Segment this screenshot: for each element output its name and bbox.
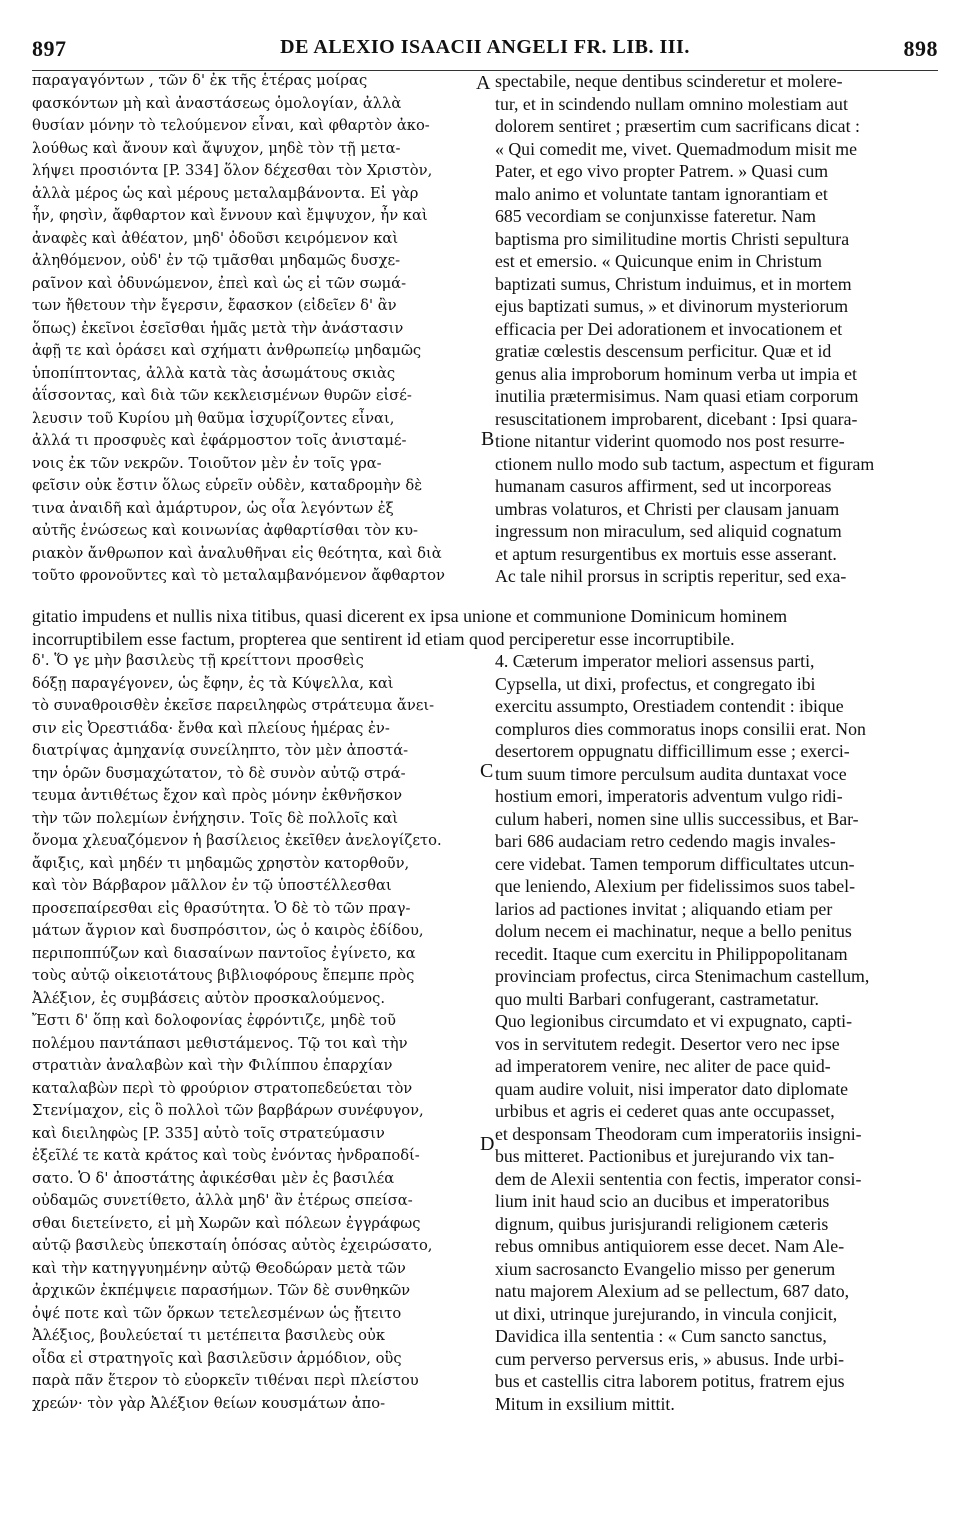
text-line: rebus omnibus antiquiorem esse decet. Nam Ale-	[495, 1236, 845, 1256]
greek-column-top	[32, 70, 477, 588]
text-line: των ἤθετουν τὴν ἔγερσιν, ἔφασκον (εἰδεῖεν δ' ἂν	[32, 297, 397, 314]
text-line: οὐδαμῶς συνετίθετο, ἀλλὰ μηδ' ἂν ἑτέρως σπείσα-	[32, 1192, 413, 1209]
text-line: φεῖσιν οὐκ ἔστιν ὅλως εὑρεῖν οὐδὲν, καταδρομὴν δὲ	[32, 477, 423, 494]
text-line: culum haberi, nomen sine ullis successibus, et Bar-	[495, 808, 859, 829]
text-line: larios ad pactiones invitat ; aliquando etiam per	[495, 898, 833, 919]
text-line: καὶ διειληφὼς [P. 335] αὐτὸ τοῖς στρατεύμασιν	[32, 1124, 385, 1142]
text-line: Mitum in exsilium mittit.	[495, 1393, 675, 1414]
text-line: καὶ τὴν κατηγγυημένην αὐτῷ Θεοδώραν μετὰ τῶν	[32, 1259, 406, 1277]
greek-column-bottom	[32, 650, 477, 1415]
text-line: cere videbat. Tamen temporum difficultates utcun-	[495, 853, 855, 874]
text-line: dignum, quibus jurisjurandi religionem cæteris	[495, 1213, 829, 1234]
page-number-right: 898	[903, 36, 938, 61]
text-line: ἀφῇ τε καὶ ὁράσει καὶ σχήματι ἀνθρωπείῳ μηδαμῶς	[32, 342, 422, 359]
text-line: θυσίαν μόνην τὸ τελούμενον εἶναι, καὶ φθαρτὸν ἀκο-	[32, 117, 430, 134]
text-line: τὸ συναθροισθὲν ἐκεῖσε παρειληφὼς στράτευμα ἄνει-	[32, 697, 435, 714]
text-line: σθαι διετείνετο, εἰ μὴ Χωρῶν καὶ πόλεων ἐγγράφως	[32, 1214, 421, 1232]
page-number-left: 897	[32, 36, 67, 61]
text-line: Davidica illa sententia : « Cum sancto sanctus,	[495, 1326, 827, 1346]
text-line: καταλαβὼν περὶ τὸ φρούριον στρατοπεδεύεται τὸν	[32, 1079, 413, 1097]
text-line: dem de Alexii sententia con fectis, imperator consi-	[495, 1168, 862, 1189]
text-line: bari 686 audaciam retro cedendo magis invales-	[495, 831, 836, 851]
text-line: διατρίψας ἀμηχανίᾳ συνείληπτο, τὸν μὲν ἀποστά-	[32, 742, 409, 759]
text-line: hostium emori, imperatoris adventum vulgo ridi-	[495, 786, 843, 806]
text-line: quam audire voluit, nisi imperator dato diplomate	[495, 1078, 849, 1099]
full-width-lines	[32, 605, 938, 650]
text-line: Ἀλέξιος, βουλεύεταί τι μετέπειτα βασιλεὺς οὐκ	[32, 1327, 386, 1344]
text-line: ad imperatorem venire, nec aliter de pace quid-	[495, 1056, 831, 1076]
latin-column-bottom	[495, 650, 940, 1415]
text-line: « Qui comedit me, vivet. Quemadmodum misit me	[495, 138, 857, 159]
text-line: malo animo et voluntate tantam ignorantiam et	[495, 183, 828, 204]
latin-column-top	[495, 70, 940, 588]
section-marker-a: A	[476, 72, 491, 94]
text-line: gratiæ cœlestis descensum perficitur. Quæ et id	[495, 341, 832, 361]
text-line: desertorem oppugnatu difficillimum esse ; exerci-	[495, 741, 850, 761]
section-marker-c: C	[480, 760, 494, 782]
text-line: et aptum resurgentibus ex mortuis esse asserant.	[495, 543, 837, 564]
text-line: genus alia improborum hominum verba ut impia et	[495, 363, 857, 384]
text-line: νοις ἐκ τῶν νεκρῶν. Τοιοῦτον μὲν ἐν τοῖς γρα-	[32, 454, 382, 472]
text-line: Ἀλέξιον, ἐς συμβάσεις αὐτὸν προσκαλούμενος.	[32, 989, 386, 1007]
text-line: vos in servitutem redegit. Desertor vero nec ipse	[495, 1033, 840, 1054]
text-line: ἦν, φησὶν, ἄφθαρτον καὶ ἔννουν καὶ ἔμψυχον, ἦν καὶ	[32, 207, 428, 224]
section-marker-d: D	[480, 1133, 495, 1155]
text-line: καὶ τὸν Βάρβαρον μᾶλλον ἐν τῷ ὑποστέλλεσθαι	[32, 877, 392, 894]
text-line: efficacia per Dei adorationem et invocationem et	[495, 318, 843, 339]
text-line: στρατιὰν ἀναλαβὼν καὶ τὴν Φιλίππου ἐπαρχίαν	[32, 1057, 393, 1074]
text-line: ingressum non miraculum, sed aliquid cognatum	[495, 521, 842, 541]
text-line: φασκόντων μὴ καὶ ἀναστάσεως ὁμολογίαν, ἀλλὰ	[32, 94, 402, 112]
text-line: resuscitationem improbarent, dicebant : Ipsi quara-	[495, 408, 858, 429]
text-line: spectabile, neque dentibus scinderetur et molere-	[495, 71, 843, 91]
text-line: ριακὸν ἄνθρωπον καὶ ἀναλυθῆναι εἰς θεότητα, καὶ διὰ	[32, 544, 442, 562]
text-line: τευμα ἀντιθέτως ἔχον καὶ πρὸς μόνην ἐκθνῆσκον	[32, 787, 403, 804]
text-line: humanam casuros affirment, sed ut incorporeas	[495, 476, 832, 496]
text-line: Ac tale nihil prorsus in scriptis reperitur, sed exa-	[495, 566, 847, 586]
text-line: tione nitantur viderint quomodo nos post resurre-	[495, 431, 845, 451]
text-line: παρὰ πᾶν ἕτερον τὸ εὐορκεῖν τιθέναι περὶ πλείστου	[32, 1372, 419, 1389]
text-line: σατο. Ὁ δ' ἀποστάτης ἀφικέσθαι μὲν ἐς βασιλέα	[32, 1169, 395, 1187]
text-line: ἀΐσσοντας, καὶ διὰ τῶν κεκλεισμένων θυρῶν εἰσέ-	[32, 387, 412, 404]
text-line: αὐτῆς ἑνώσεως καὶ κοινωνίας ἀφθαρτίσθαι τὸν κυ-	[32, 522, 419, 539]
text-line: 4. Cæterum imperator meliori assensus parti,	[495, 651, 815, 671]
text-line: ὑποπίπτοντας, ἀλλὰ κατὰ τὰς ἀσωμάτους σκιὰς	[32, 364, 396, 382]
text-line: δόξῃ παραγέγονεν, ὡς ἔφην, ἐς τὰ Κύψελλα, καὶ	[32, 674, 394, 692]
text-line: λήψει προσιόντα [P. 334] ὅλον δέχεσθαι τὸν Χριστὸν,	[32, 162, 433, 179]
text-line: que leniendo, Alexium per fidelissimos suos tabel-	[495, 876, 856, 896]
text-line: ὅπως) ἐκεῖνοι ἐσεῖσθαι ἡμᾶς μετὰ τὴν ἀνάστασιν	[32, 319, 404, 337]
text-line: Quo legionibus circumdato et vi expugnato, capti-	[495, 1011, 853, 1031]
text-line: οἶδα εἰ στρατηγοῖς καὶ βασιλεῦσιν ἁρμόδιον, οὓς	[32, 1349, 402, 1367]
text-line: inutilia prætermisimus. Nam quasi etiam corporum	[495, 386, 859, 406]
text-line: urbibus et agris ei cederet quas ante occupasset,	[495, 1101, 835, 1121]
text-line: bus et castellis citra laborem potitus, fratrem ejus	[495, 1371, 845, 1391]
text-line: umbras volaturos, et Christi per clausam januam	[495, 498, 840, 519]
text-line: tur, et in scindendo nullam omnino molestiam aut	[495, 93, 848, 114]
text-line: Cypsella, ut dixi, profectus, et congregato ibi	[495, 673, 816, 694]
running-header	[32, 30, 938, 71]
text-line: τοὺς αὐτῷ οἰκειοτάτους βιβλιοφόρους ἔπεμπε πρὸς	[32, 967, 415, 984]
text-line: χρεών· τὸν γὰρ Ἀλέξιον θείων κουσμάτων ἀπο-	[32, 1394, 386, 1412]
text-line: αὐτῷ βασιλεὺς ὑπεκσταίη ὁπόσας αὐτὸς ἐχειρώσατο,	[32, 1237, 433, 1254]
text-line: παραγαγόντων , τῶν δ' ἐκ τῆς ἑτέρας μοίρας	[32, 72, 368, 89]
text-line: λευσιν τοῦ Κυρίου μὴ θαῦμα ἰσχυρίζοντες εἶναι,	[32, 409, 395, 427]
section-marker-b: B	[481, 428, 495, 450]
text-line: provinciam profectus, circa Stenimachum castellum,	[495, 966, 870, 986]
text-line: exercitu assumpto, Orestiadem contendit : ibique	[495, 696, 844, 716]
text-line: πολέμου παντάπασι μεθιστάμενος. Τῷ τοι καὶ τὴν	[32, 1034, 408, 1052]
text-line: ejus baptizati sumus, » et divinorum mysteriorum	[495, 296, 849, 316]
text-line: ἐξεῖλέ τε κατὰ κράτος καὶ τοὺς ἐνόντας ἠνδραποδί-	[32, 1147, 420, 1164]
text-line: Pater, et ego vivo propter Patrem. » Quasi cum	[495, 161, 829, 181]
running-title: DE ALEXIO ISAACII ANGELI FR. LIB. III.	[280, 36, 690, 58]
text-line: ραῖνον καὶ ὀδυνώμενον, ἐπεὶ καὶ ὡς εἰ τῶν σωμά-	[32, 274, 407, 292]
text-line: ἀλλὰ μέρος ὡς καὶ μέρους μεταλαμβάνοντα. Εἰ γὰρ	[32, 184, 419, 202]
text-line: τινα ἀναιδῆ καὶ ἀμάρτυρον, ὡς οἷα λεγόντων ἐξ	[32, 499, 394, 517]
text-line: lium init haud scio an ducibus et imperatoribus	[495, 1191, 830, 1211]
text-line: Ἔστι δ' ὅπῃ καὶ δολοφονίας ἐφρόντιζε, μηδὲ τοῦ	[32, 1012, 396, 1029]
text-line: dolum necem ei machinatur, neque a bello penitus	[495, 921, 852, 941]
text-line: ἀναφὲς καὶ ἀθέατον, μηδ' ὀδοῦσι κειρόμενον καὶ	[32, 229, 399, 247]
text-line: λούθως καὶ ἄνουν καὶ ἄψυχον, μηδὲ τὸν τῇ μετα-	[32, 139, 401, 157]
text-line: μάτων ἄγριον καὶ δυσπρόσιτον, ὡς ὁ καιρὸς ἐδίδου,	[32, 922, 424, 939]
text-line: περιποππύζων καὶ διασαίνων παντοῖος ἐγίνετο, κα	[32, 944, 416, 962]
text-line: ἀρχικῶν ἐκπέμψειε παρασήμων. Τῶν δὲ συνθηκῶν	[32, 1282, 411, 1299]
text-line: δ'. Ὅ γε μὴν βασιλεὺς τῇ κρείττονι προσθεὶς	[32, 652, 364, 669]
text-line: τοῦτο φρονοῦντες καὶ τὸ μεταλαμβανόμενον ἄφθαρτον	[32, 567, 445, 584]
text-line: baptizati sumus, Christum induimus, et in mortem	[495, 273, 852, 294]
text-line: ὄνομα χλευαζόμενον ἡ βασίλειος ἐκεῖθεν ἀνελογίζετο.	[32, 832, 442, 849]
text-line: την ὁρῶν δυσμαχώτατον, τὸ δὲ συνὸν αὐτῷ στρά-	[32, 764, 406, 782]
text-line: ἀλλά τι προσφυὲς καὶ ἐφάρμοστον τοῖς ἀνισταμέ-	[32, 432, 407, 449]
text-line: quo multi Barbari confugerant, castrametatur.	[495, 988, 819, 1009]
text-line: ἀληθόμενον, οὐδ' ἐν τῷ τμᾶσθαι μηδαμῶς δυσχε-	[32, 252, 401, 269]
text-line: est et emersio. « Quicunque enim in Christum	[495, 251, 822, 271]
text-line: ὀψέ ποτε καὶ τῶν ὅρκων τετελεσμένων ὡς ᾔτειτο	[32, 1304, 402, 1322]
text-line: tum suum timore perculsum audita duntaxat voce	[495, 763, 847, 784]
text-line: 685 vecordiam se conjunxisse fateretur. Nam	[495, 206, 816, 226]
text-line: bus mitteret. Pactionibus et jurejurando vix tan-	[495, 1146, 835, 1166]
text-line: Στενίμαχον, εἰς ὃ πολλοὶ τῶν βαρβάρων συνέφυγον,	[32, 1102, 424, 1119]
text-line: xium sacrosancto Evangelio misso per generum	[495, 1258, 836, 1279]
text-line: τὴν τῶν πολεμίων ἐνήχησιν. Τοῖς δὲ πολλοῖς καὶ	[32, 809, 399, 827]
text-line: incorruptibilem esse factum, propterea que sentirent id etiam quod perciperetur esse incorruptibile.	[32, 628, 735, 649]
text-line: προσεπαίρεσθαι εἰς θρασύτητα. Ὁ δὲ τὸ τῶν πραγ-	[32, 899, 411, 917]
text-line: gitatio impudens et nullis nixa titibus, quasi dicerent ex ipsa unione et communione Dominicum hominem	[32, 606, 788, 626]
text-line: natu majorem Alexium ad se pellectum, 687 dato,	[495, 1281, 850, 1301]
text-line: σιν εἰς Ὀρεστιάδα· ἔνθα καὶ πλείους ἡμέρας ἐν-	[32, 719, 390, 737]
text-line: recedit. Itaque cum exercitu in Philippopolitanam	[495, 943, 848, 964]
text-line: dolorem sentiret ; præsertim cum sacrificans dicat :	[495, 116, 860, 136]
text-line: compluros dies commoratus inops consilii erat. Non	[495, 718, 866, 739]
text-line: ἄφιξις, καὶ μηδέν τι μηδαμῶς χρηστὸν κατορθοῦν,	[32, 854, 410, 872]
text-line: et desponsam Theodoram cum imperatoriis insigni-	[495, 1123, 862, 1144]
text-line: ctionem nullo modo sub tactum, aspectum et figuram	[495, 453, 875, 474]
text-line: baptisma pro similitudine mortis Christi sepultura	[495, 228, 850, 249]
text-line: cum perverso perversus eris, » abusus. Inde urbi-	[495, 1348, 845, 1369]
text-line: ut dixi, utrinque jurejurando, in vincula conjicit,	[495, 1303, 838, 1324]
